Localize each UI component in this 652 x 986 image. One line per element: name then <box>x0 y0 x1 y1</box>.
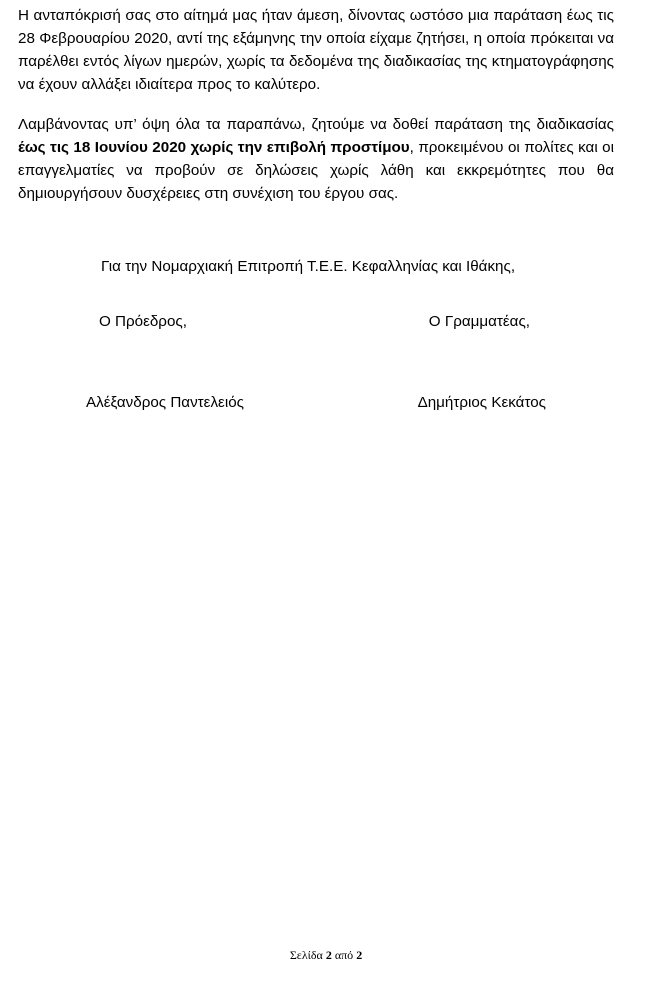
president-title: Ο Πρόεδρος, <box>99 313 187 330</box>
signature-closing: Για την Νομαρχιακή Επιτροπή Τ.Ε.Ε. Κεφαλληνίας και Ιθάκης, <box>101 258 516 275</box>
footer-of-label: από <box>331 948 357 962</box>
footer-current-page: 2 <box>325 948 332 962</box>
secretary-title: Ο Γραμματέας, <box>428 313 530 330</box>
request-no-penalty-bold: χωρίς την επιβολή προστίμου <box>190 139 410 156</box>
request-text-rest: , προκειμένου οι πολίτες και οι επαγγελματίες να προβούν σε δηλώσεις χωρίς λάθη και εκκρεμότητες που θα δημιουργήσουν δυσχέρειες στη συνέχιση του έργου σας. <box>18 139 614 202</box>
page-number-footer <box>0 946 652 964</box>
president-name: Αλέξανδρος Παντελειός <box>86 394 244 411</box>
secretary-name: Δημήτριος Κεκάτος <box>417 394 546 411</box>
request-text-intro: Λαμβάνοντας υπ’ όψη όλα τα παραπάνω, ζητούμε να δοθεί παράταση της διαδικασίας <box>18 116 614 133</box>
footer-total-pages: 2 <box>356 948 363 962</box>
footer-page-label: Σελίδα <box>289 948 326 962</box>
request-deadline-bold: έως τις 18 Ιουνίου 2020 <box>18 139 187 156</box>
body-paragraph-response: Η ανταπόκρισή σας στο αίτημά μας ήταν άμεση, δίνοντας ωστόσο μια παράταση έως τις 28 Φεβρουαρίου 2020, αντί της εξάμηνης την οποία είχαμε ζητήσει, η οποία πρόκειται να παρέλθει εντός λίγων ημερών, χωρίς τα δεδομένα της διαδικασίας της κτηματογράφησης να έχουν αλλάξει ιδιαίτερα προς το καλύτερο. <box>18 7 614 93</box>
body-paragraph-request <box>18 113 614 205</box>
